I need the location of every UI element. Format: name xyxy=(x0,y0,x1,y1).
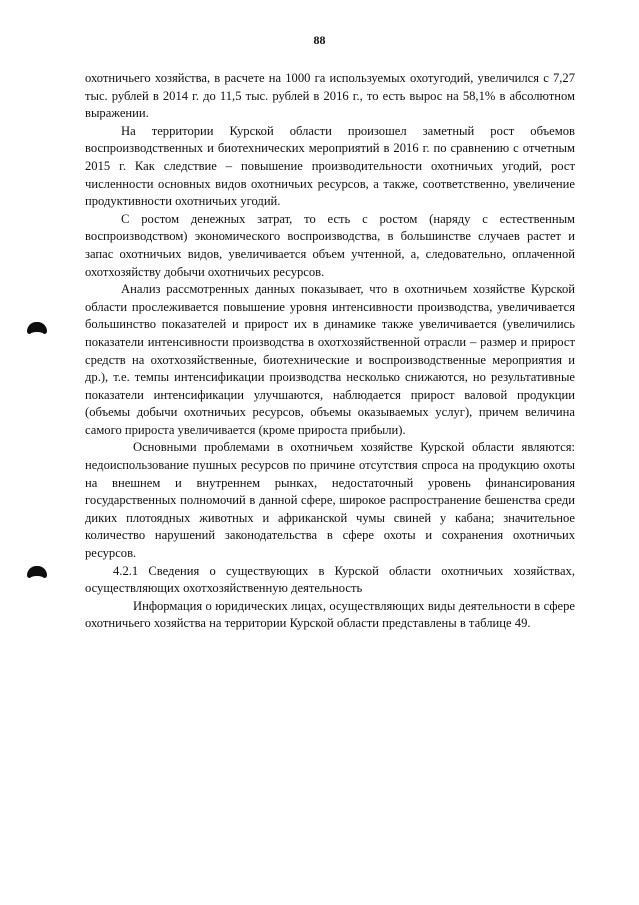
section-heading: 4.2.1 Сведения о существующих в Курской области охотничьих хозяйствах, осуществляющих охотхозяйственную деятельность xyxy=(85,563,575,596)
paragraph-continuation: охотничьего хозяйства, в расчете на 1000 га используемых охотугодий, увеличился с 7,27 тыс. рублей в 2014 г. до 11,5 тыс. рублей в 2016 г., то есть вырос на 58,1% в абсолютном выражении. xyxy=(85,71,575,121)
paragraph-reproduction-growth: На территории Курской области произошел заметный рост объемов воспроизводственных и биотехнических мероприятий в 2016 г. по сравнению с отчетным 2015 г. Как следствие – повышение производительности охотничьих угодий, рост численности основных видов охотничьих ресурсов, а также, соответственно, увеличение продуктивности охотничьих угодий. xyxy=(85,123,575,209)
paragraph-monetary-costs: С ростом денежных затрат, то есть с ростом (наряду с естественным воспроизводством) экономического воспроизводства, в большинстве случаев растет и запас охотничьих видов, увеличивается объем учтенной, а, следовательно, оплаченной охотхозяйству добычи охотничьих ресурсов. xyxy=(85,211,575,279)
punch-hole-mark xyxy=(27,322,47,334)
paragraph-legal-entities: Информация о юридических лицах, осуществляющих виды деятельности в сфере охотничьего хозяйства на территории Курской области представлены в таблице 49. xyxy=(85,598,575,631)
paragraph-data-analysis: Анализ рассмотренных данных показывает, что в охотничьем хозяйстве Курской области прослеживается повышение уровня интенсивности производства, увеличивается большинство показателей и прирост их в динамике также увеличивается (увеличились показатели интенсивности производства в охотхозяйственной отрасли – размер и прирост средств на охотхозяйственные, биотехнические и воспроизводственные мероприятия и др.), т.е. темпы интенсификации производства несколько снижаются, но результативные показатели интенсификации улучшаются, наблюдается прирост валовой продукции (объемы добычи охотничьих ресурсов, объемы оказываемых услуг), причем величина самого прироста увеличивается (кроме прироста прибыли). xyxy=(85,282,575,437)
punch-hole-mark xyxy=(27,566,47,578)
document-body xyxy=(85,70,575,633)
paragraph-main-problems: Основными проблемами в охотничьем хозяйстве Курской области являются: недоиспользование пушных ресурсов по причине отсутствия спроса на продукцию охоты на внешнем и внутреннем рынках, недостаточный уровень финансирования государственных полномочий в данной сфере, широкое распространение бешенства среди диких плотоядных животных и африканской чумы свиней у кабана; значительное количество нарушений законодательства в сфере охоты и сохранения охотничьих ресурсов. xyxy=(85,440,575,561)
page-number: 88 xyxy=(313,33,326,47)
